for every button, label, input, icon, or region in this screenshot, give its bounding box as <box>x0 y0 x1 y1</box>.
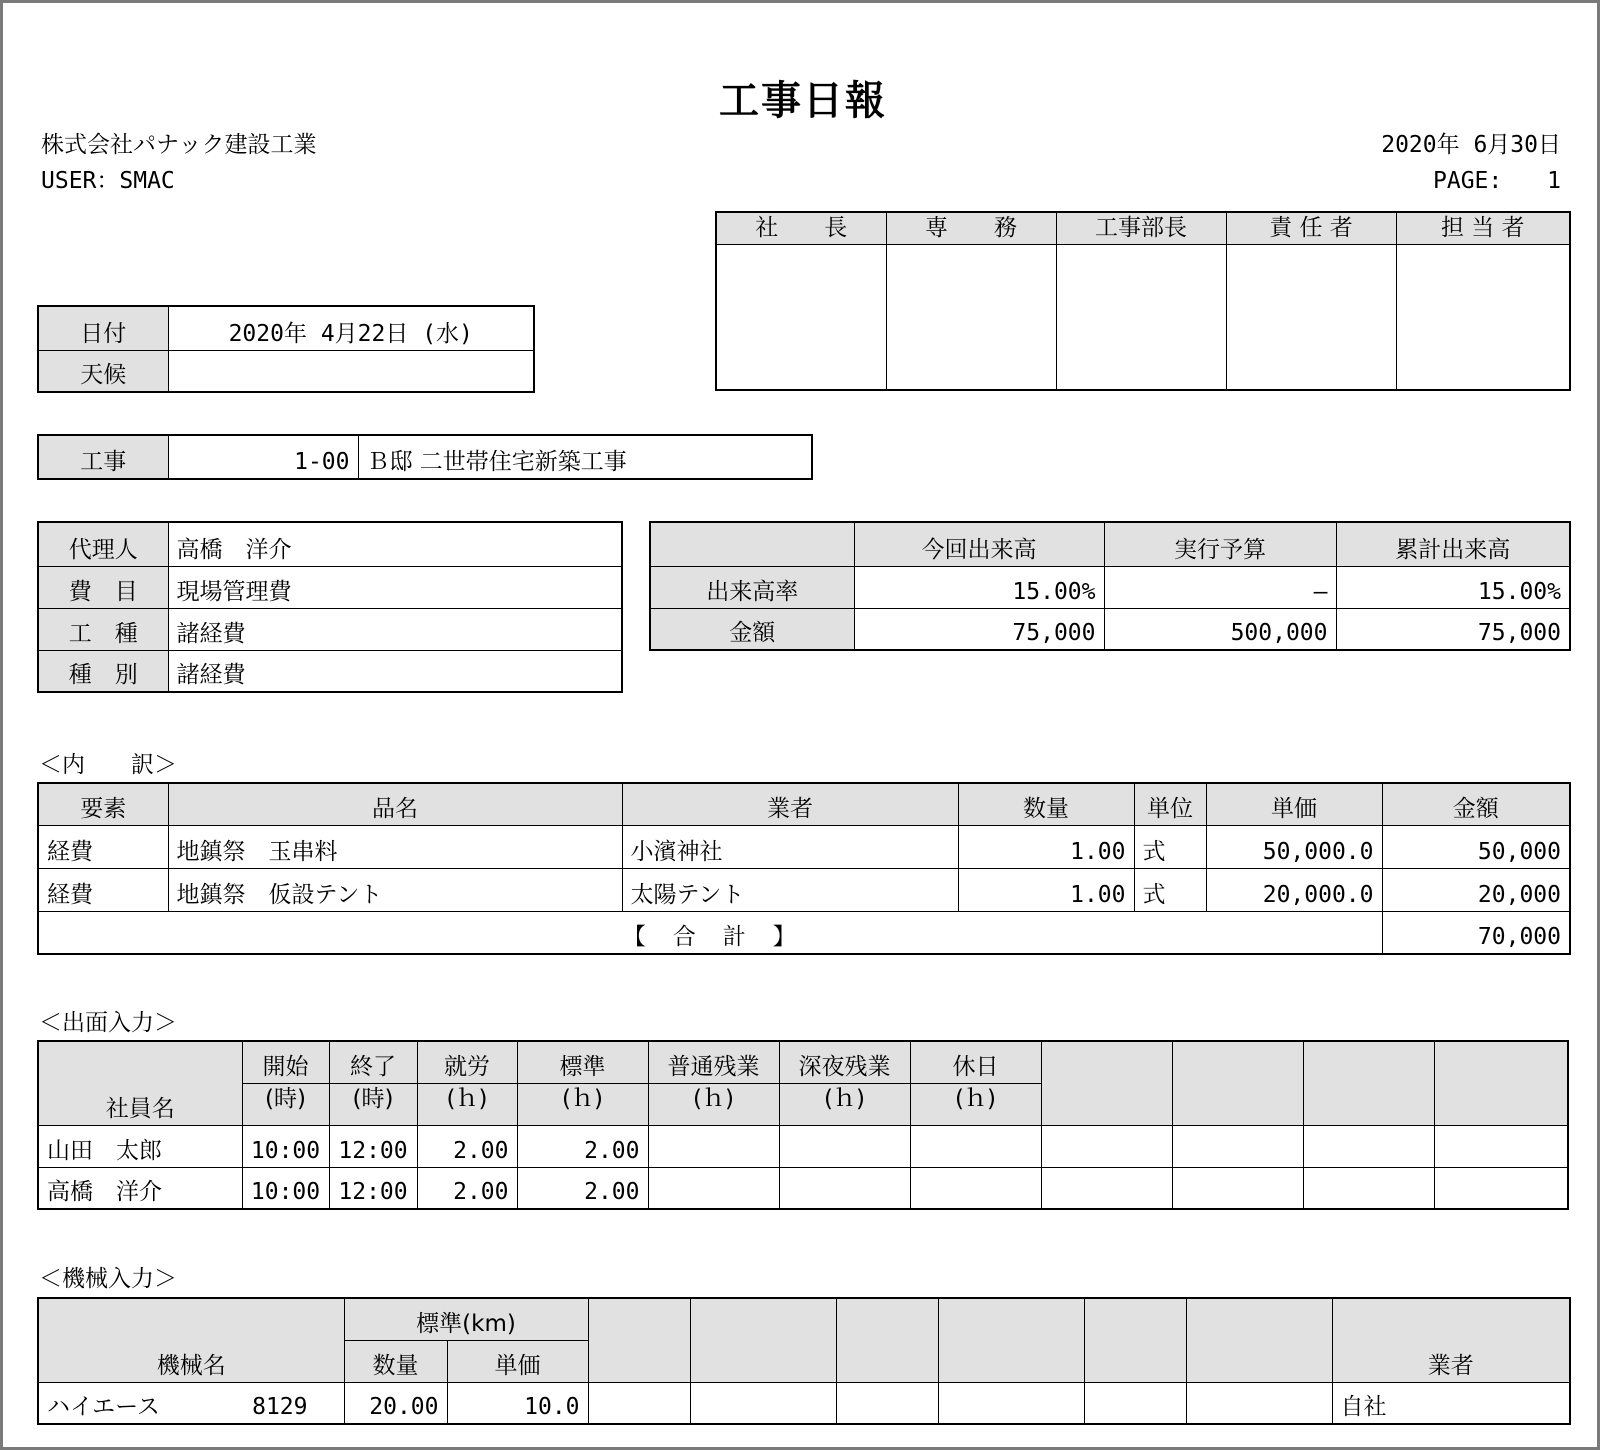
stamp-box <box>886 244 1056 390</box>
machine-header-empty <box>588 1298 690 1382</box>
attendance-cell-empty <box>1041 1125 1172 1167</box>
attendance-cell-end: 12:00 <box>329 1125 417 1167</box>
construction-name: Ｂ邸 二世帯住宅新築工事 <box>358 435 812 479</box>
attendance-cell-work: 2.00 <box>417 1167 517 1209</box>
attendance-cell-work: 2.00 <box>417 1125 517 1167</box>
construction-code: 1-00 <box>168 435 358 479</box>
attendance-cell-empty <box>1434 1167 1568 1209</box>
print-date: 2020年 6月30日 <box>1381 132 1561 158</box>
page-number: 1 <box>1547 168 1561 194</box>
attendance-cell-standard: 2.00 <box>517 1167 648 1209</box>
attendance-cell-empty <box>1434 1125 1568 1167</box>
table-row <box>38 1382 1570 1424</box>
attendance-header-standard: 標準 <box>517 1041 648 1083</box>
approval-header-director: 専 務 <box>886 212 1056 244</box>
attendance-header-name: 社員名 <box>38 1041 242 1125</box>
breakdown-cell-price: 50,000.0 <box>1206 825 1382 868</box>
table-row <box>38 1167 1568 1209</box>
progress-header-budget: 実行予算 <box>1104 522 1336 566</box>
attendance-header-start-unit: (時) <box>242 1083 329 1125</box>
attendance-cell-empty <box>1172 1125 1303 1167</box>
attendance-header-overtime: 普通残業 <box>648 1041 779 1083</box>
info-value-expense: 現場管理費 <box>168 566 622 608</box>
machine-cell-name <box>38 1382 344 1424</box>
stamp-box <box>716 244 886 390</box>
breakdown-cell-unit: 式 <box>1134 868 1206 911</box>
machine-cell-empty <box>836 1382 938 1424</box>
machine-cell-empty <box>588 1382 690 1424</box>
attendance-cell-name: 高橋 洋介 <box>38 1167 242 1209</box>
info-label-category: 種 別 <box>38 650 168 692</box>
progress-rate-budget: — <box>1104 566 1336 608</box>
company-name: 株式会社パナック建設工業 <box>41 132 317 158</box>
machine-header-empty <box>1084 1298 1186 1382</box>
attendance-cell-empty <box>779 1167 910 1209</box>
weather-label: 天候 <box>38 350 168 392</box>
machine-cell-empty <box>1084 1382 1186 1424</box>
attendance-table <box>37 1040 1569 1210</box>
attendance-cell-empty <box>910 1167 1041 1209</box>
machine-header-empty <box>1186 1298 1332 1382</box>
attendance-header-empty <box>1041 1041 1172 1125</box>
attendance-cell-start: 10:00 <box>242 1167 329 1209</box>
machine-cell-qty: 20.00 <box>344 1382 447 1424</box>
machine-header-qty: 数量 <box>344 1340 447 1382</box>
machine-header-price: 単価 <box>447 1340 588 1382</box>
machine-cell-name-text: ハイエース <box>47 1394 160 1420</box>
machine-header-name: 機械名 <box>38 1298 344 1382</box>
attendance-header-work: 就労 <box>417 1041 517 1083</box>
machine-cell-price: 10.0 <box>447 1382 588 1424</box>
info-value-category: 諸経費 <box>168 650 622 692</box>
attendance-header-start: 開始 <box>242 1041 329 1083</box>
progress-header-cumulative: 累計出来高 <box>1336 522 1570 566</box>
machine-header-vendor: 業者 <box>1332 1298 1570 1382</box>
breakdown-cell-item: 地鎮祭 仮設テント <box>168 868 622 911</box>
machine-table <box>37 1297 1571 1425</box>
stamp-box <box>1226 244 1396 390</box>
progress-rate-cumulative: 15.00% <box>1336 566 1570 608</box>
progress-rate-current: 15.00% <box>854 566 1104 608</box>
construction-label: 工事 <box>38 435 168 479</box>
date-label: 日付 <box>38 306 168 350</box>
approval-table <box>715 211 1571 391</box>
progress-table <box>649 521 1571 651</box>
attendance-cell-empty <box>779 1125 910 1167</box>
breakdown-total-value: 70,000 <box>1382 911 1570 954</box>
breakdown-cell-amount: 50,000 <box>1382 825 1570 868</box>
breakdown-header-qty: 数量 <box>958 783 1134 825</box>
attendance-cell-empty <box>1303 1125 1434 1167</box>
machine-header-empty <box>938 1298 1084 1382</box>
progress-corner <box>650 522 854 566</box>
breakdown-cell-item: 地鎮祭 玉串料 <box>168 825 622 868</box>
breakdown-header-price: 単価 <box>1206 783 1382 825</box>
stamp-box <box>1396 244 1570 390</box>
attendance-section-label: ＜出面入力＞ <box>39 1010 177 1036</box>
weather-value <box>168 350 534 392</box>
breakdown-cell-vendor: 小濱神社 <box>622 825 958 868</box>
info-label-work-type: 工 種 <box>38 608 168 650</box>
approval-header-president: 社 長 <box>716 212 886 244</box>
breakdown-header-element: 要素 <box>38 783 168 825</box>
attendance-header-holiday: 休日 <box>910 1041 1041 1083</box>
progress-header-current: 今回出来高 <box>854 522 1104 566</box>
info-value-work-type: 諸経費 <box>168 608 622 650</box>
breakdown-cell-vendor: 太陽テント <box>622 868 958 911</box>
attendance-header-empty <box>1434 1041 1568 1125</box>
breakdown-cell-qty: 1.00 <box>958 825 1134 868</box>
table-row <box>38 825 1570 868</box>
breakdown-cell-amount: 20,000 <box>1382 868 1570 911</box>
approval-header-staff: 担 当 者 <box>1396 212 1570 244</box>
attendance-cell-end: 12:00 <box>329 1167 417 1209</box>
attendance-header-night-overtime-unit: (ｈ) <box>779 1083 910 1125</box>
attendance-header-empty <box>1303 1041 1434 1125</box>
info-label-expense: 費 目 <box>38 566 168 608</box>
attendance-cell-empty <box>1041 1167 1172 1209</box>
user-label: USER：SMAC <box>41 168 175 194</box>
approval-header-manager: 工事部長 <box>1056 212 1226 244</box>
attendance-header-overtime-unit: (ｈ) <box>648 1083 779 1125</box>
progress-amount-label: 金額 <box>650 608 854 650</box>
attendance-header-empty <box>1172 1041 1303 1125</box>
attendance-cell-empty <box>648 1125 779 1167</box>
breakdown-cell-qty: 1.00 <box>958 868 1134 911</box>
attendance-cell-standard: 2.00 <box>517 1125 648 1167</box>
info-table <box>37 521 623 693</box>
breakdown-cell-unit: 式 <box>1134 825 1206 868</box>
info-label-agent: 代理人 <box>38 522 168 566</box>
stamp-box <box>1056 244 1226 390</box>
breakdown-cell-price: 20,000.0 <box>1206 868 1382 911</box>
approval-header-responsible: 責 任 者 <box>1226 212 1396 244</box>
machine-cell-empty <box>938 1382 1084 1424</box>
machine-cell-vendor: 自社 <box>1332 1382 1570 1424</box>
attendance-cell-empty <box>1303 1167 1434 1209</box>
attendance-header-standard-unit: (ｈ) <box>517 1083 648 1125</box>
breakdown-header-unit: 単位 <box>1134 783 1206 825</box>
report-title: 工事日報 <box>719 77 887 124</box>
breakdown-total-label: 【 合 計 】 <box>38 911 1382 954</box>
attendance-cell-empty <box>910 1125 1041 1167</box>
attendance-cell-empty <box>648 1167 779 1209</box>
page-label: PAGE: <box>1433 168 1503 194</box>
attendance-cell-empty <box>1172 1167 1303 1209</box>
table-row <box>38 1125 1568 1167</box>
machine-section-label: ＜機械入力＞ <box>39 1266 177 1292</box>
machine-cell-empty <box>1186 1382 1332 1424</box>
breakdown-header-vendor: 業者 <box>622 783 958 825</box>
breakdown-header-item: 品名 <box>168 783 622 825</box>
breakdown-cell-element: 経費 <box>38 868 168 911</box>
machine-cell-code: 8129 <box>252 1394 308 1420</box>
table-row <box>38 868 1570 911</box>
date-weather-table <box>37 305 535 393</box>
attendance-header-end-unit: (時) <box>329 1083 417 1125</box>
info-value-agent: 高橋 洋介 <box>168 522 622 566</box>
breakdown-header-amount: 金額 <box>1382 783 1570 825</box>
machine-header-standard: 標準(km) <box>344 1298 588 1340</box>
date-value: 2020年 4月22日 (水) <box>168 306 534 350</box>
breakdown-table <box>37 782 1571 955</box>
attendance-header-end: 終了 <box>329 1041 417 1083</box>
progress-amount-current: 75,000 <box>854 608 1104 650</box>
machine-header-empty <box>836 1298 938 1382</box>
machine-cell-empty <box>690 1382 836 1424</box>
attendance-header-holiday-unit: (ｈ) <box>910 1083 1041 1125</box>
attendance-cell-name: 山田 太郎 <box>38 1125 242 1167</box>
progress-rate-label: 出来高率 <box>650 566 854 608</box>
progress-amount-budget: 500,000 <box>1104 608 1336 650</box>
progress-amount-cumulative: 75,000 <box>1336 608 1570 650</box>
breakdown-cell-element: 経費 <box>38 825 168 868</box>
attendance-header-work-unit: (ｈ) <box>417 1083 517 1125</box>
breakdown-section-label: ＜内 訳＞ <box>39 752 177 778</box>
attendance-header-night-overtime: 深夜残業 <box>779 1041 910 1083</box>
construction-table <box>37 434 813 480</box>
attendance-cell-start: 10:00 <box>242 1125 329 1167</box>
machine-header-empty <box>690 1298 836 1382</box>
